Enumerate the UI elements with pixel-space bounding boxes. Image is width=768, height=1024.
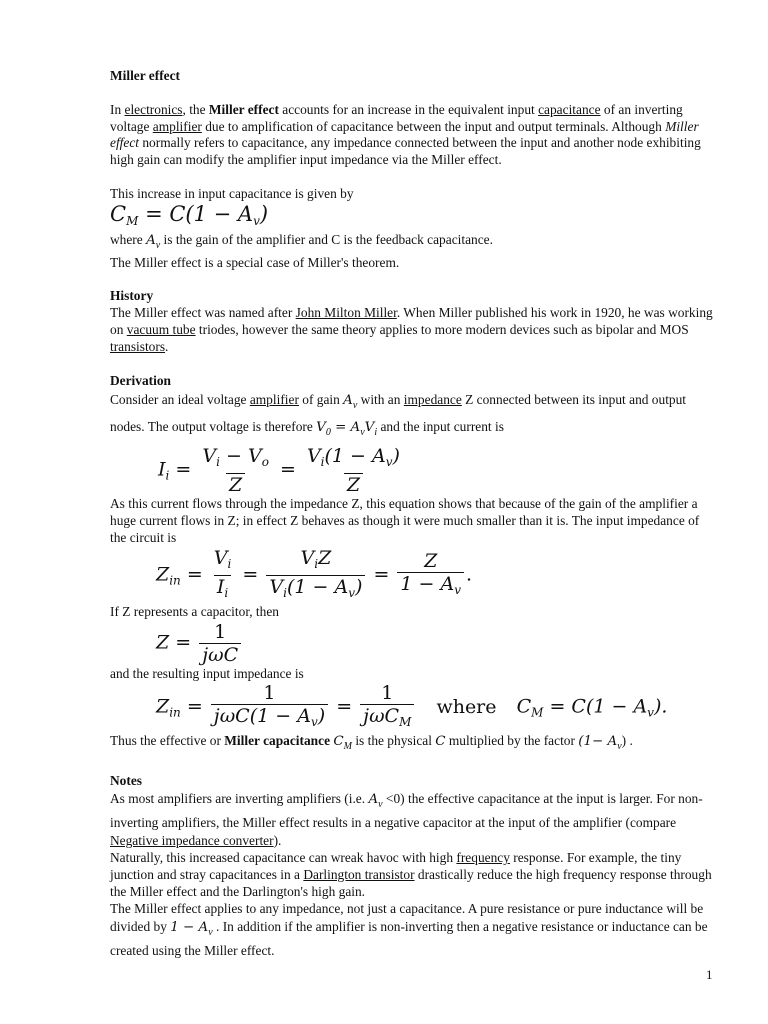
link-john-milton-miller[interactable]: John Milton Miller [295, 305, 397, 321]
text: of an inverting voltage [110, 101, 683, 134]
capacitor-condition-text: If Z represents a capacitor, then [110, 603, 279, 619]
equation-resulting-impedance: $Z_{in}$ = $\frac{1}{j\omega C(1 - A_v)}$ = $\frac{1}{j\omega C_M}$ where $C_M = C(1 - A_v)$. [156, 682, 716, 733]
text: In [110, 101, 125, 117]
equation-input-current: $I_i$ = $\frac{V_i - V_o}{Z}$ = $\frac{V_i(1 - A_v)}{Z}$ [158, 445, 400, 497]
equation-input-impedance: $Z_{in}$ = $\frac{V_i}{I_i}$ = $\frac{V_iZ}{V_i(1 - A_v)}$ = $\frac{Z}{1 - A_v}$ . [156, 547, 716, 604]
link-negative-impedance-converter[interactable]: Negative impedance converter [110, 832, 274, 848]
page-title: Miller effect [110, 68, 180, 83]
intro-paragraph [110, 102, 716, 169]
link-impedance[interactable]: impedance [403, 392, 462, 408]
link-electronics[interactable]: electronics [124, 101, 183, 117]
italic-miller-effect: Miller effect [110, 118, 699, 151]
miller-capacitance-text: Thus the effective or Miller capacitance $C_M$ is the physical C multiplied by the factor $(1- A_v)$ . [110, 733, 633, 753]
special-case-text: The Miller effect is a special case of Miller's theorem. [110, 254, 400, 270]
link-vacuum-tube[interactable]: vacuum tube [126, 321, 196, 337]
notes-paragraph-1: As most amplifiers are inverting amplifiers (i.e. $A_v <0$) the effective capacitance at the input is larger. For non-inverting amplifiers, the Miller effect results in a negative capacitor at the input of the amplifier (compare Negative impedance converter). [110, 790, 703, 848]
text: normally refers to capacitance, any impedance connected between the input and another node exhibiting high gain can modify the amplifier input impedance via the Miller effect. [110, 135, 701, 168]
notes-paragraph-3: The Miller effect applies to any impedance, not just a capacitance. A pure resistance or pure inductance will be divided by $1 - A_v$ . In addition if the amplifier is non-inverting then a negative resistance or inductance can be created using the Miller effect. [110, 901, 708, 959]
equation-capacitor-impedance: Z = $\frac{1}{\text{jωC}}$ [156, 621, 716, 666]
link-frequency[interactable]: frequency [456, 849, 510, 865]
link-amplifier-2[interactable]: amplifier [249, 392, 299, 408]
link-transistors[interactable]: transistors [110, 338, 166, 354]
text: , the [182, 101, 209, 117]
text: accounts for an increase in the equivalent input [278, 101, 539, 117]
derivation-paragraph: Consider an ideal voltage amplifier of gain $A_v$ with an impedance Z connected between its input and output nodes. The output voltage is therefore $V_0 = A_vV_i$ and the input current is [110, 392, 687, 439]
where-gain-text: where $A_v$ is the gain of the amplifier and C is the feedback capacitance. [110, 231, 493, 251]
derivation-heading: Derivation [110, 372, 171, 388]
history-heading: History [110, 288, 154, 304]
notes-paragraph-2: Naturally, this increased capacitance can wreak havoc with high frequency response. For example, the tiny junction and stray capacitances in a Darlington transistor drastically reduce the high frequency response through the Miller effect and the Darlington's high gain. [110, 849, 712, 899]
link-capacitance[interactable]: capacitance [538, 101, 601, 117]
history-paragraph: The Miller effect was named after John Milton Miller. When Miller published his work in 1920, he was working on vacuum tube triodes, however the same theory applies to more modern devices such as bipolar and MOS transistors. [110, 305, 713, 354]
link-amplifier[interactable]: amplifier [152, 118, 202, 134]
notes-heading: Notes [110, 773, 142, 789]
bold-miller-effect: Miller effect [208, 101, 279, 117]
increase-text: This increase in input capacitance is given by [110, 185, 354, 201]
link-darlington-transistor[interactable]: Darlington transistor [303, 866, 415, 882]
document-body [110, 68, 716, 960]
current-flow-paragraph: As this current flows through the impedance Z, this equation shows that because of the gain of the amplifier a huge current flows in Z; in effect Z behaves as though it were much smaller than it is. The input impedance of the circuit is [110, 496, 700, 545]
resulting-impedance-text: and the resulting input impedance is [110, 665, 304, 681]
text: due to amplification of capacitance between the input and output terminals. Although [201, 118, 666, 134]
page-number: 1 [706, 967, 713, 982]
equation-miller-capacitance: $C_M = C(1 - A_v)$ [110, 201, 269, 228]
